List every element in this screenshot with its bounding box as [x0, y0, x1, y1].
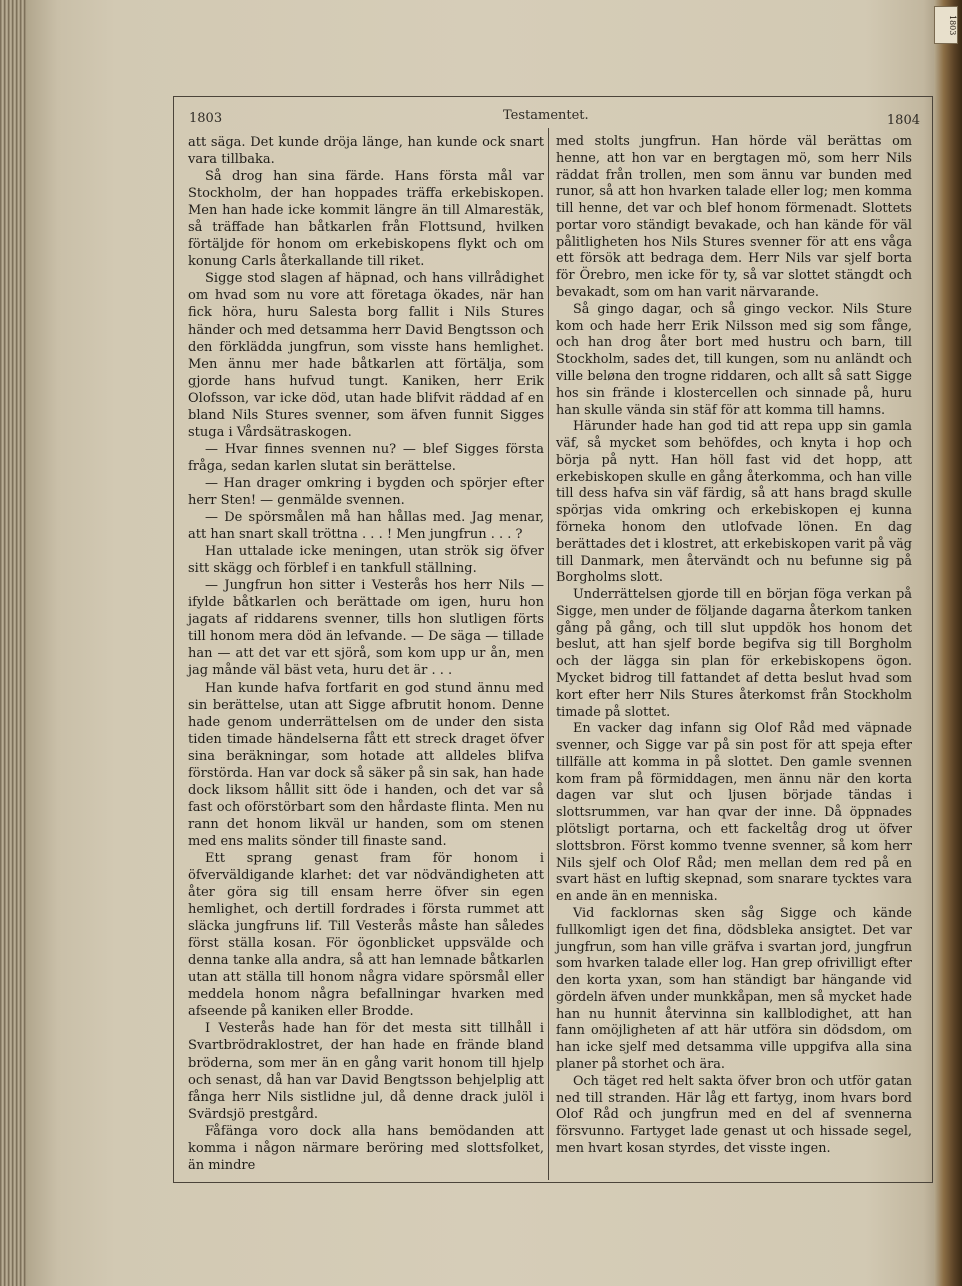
right-page-number: 1804 — [886, 113, 920, 128]
paragraph: Fåfänga voro dock alla hans bemödanden att komma i någon närmare beröring med slottsfolket, än mindre — [188, 1123, 544, 1173]
paragraph: med stolts jungfrun. Han hörde väl berättas om henne, att hon var en bergtagen mö, som herr Nils räddat från trollen, men som ännu var bunden med runor, så att hon hvarken talade eller log; men komma till henne, det var och blef honom förmenadt. Slottets portar voro ständigt bevakade, och han kände för väl pålitligheten hos Nils Stures svenner för att ens våga ett försök att bedraga dem. Herr Nils var sjelf borta för Örebro, men icke för ty, så var slottet stängdt och bevakadt, som om han varit närvarande. — [556, 134, 912, 301]
column-divider — [548, 128, 549, 1180]
book-spine — [934, 0, 962, 1286]
page-edges — [0, 0, 26, 1286]
paragraph: Härunder hade han god tid att repa upp sin gamla väf, så mycket som behöfdes, och knyta i hop och börja på nytt. Han höll fast vid det hopp, att erkebiskopen skulle en gång återkomma, och han ville till dess hafva sin väf färdig, så att hans bragd skulle spörjas vida omkring och erkebiskopen ej kunna förneka honom den utlofvade lönen. En dag berättades det i klostret, att erkebiskopen varit på väg till Danmark, men återvändt och nu befunne sig på Borgholms slott. — [556, 419, 912, 586]
paragraph: — Jungfrun hon sitter i Vesterås hos herr Nils — ifylde båtkarlen och berättade om igen, huru hon jagats af riddarens svenner, tills hon slutligen förts till honom mera död än lefvande. — De säga — tillade han — att det var ett sjörå, som kom upp ur ån, men jag månde väl bäst veta, huru det är . . . — [188, 578, 544, 679]
running-header — [185, 108, 922, 130]
paragraph: Så drog han sina färde. Hans första mål var Stockholm, der han hoppades träffa erkebiskopen. Men han hade icke kommit längre än till Almarestäk, så träffade han båtkarlen från Flottsund, hvilken förtäljde för honom om erkebiskopens flykt och om konung Carls återkallande till riket. — [188, 169, 544, 270]
left-page-number: 1803 — [189, 111, 223, 126]
paragraph: Han kunde hafva fortfarit en god stund ännu med sin berättelse, utan att Sigge afbrutit honom. Denne hade genom underrättelsen om de under den sista tiden timade händelserna fått ett streck draget öfver sina beräkningar, som hotade att alldeles blifva förstörda. Han var dock så säker på sin sak, han hade dock liksom hållit sitt öde i handen, och det var så fast och oförstörbart som den hårdaste flinta. Men nu rann det honom likväl ur handen, som om stenen med ens malits sönder till finaste sand. — [188, 680, 544, 849]
paragraph: Underrättelsen gjorde till en början föga verkan på Sigge, men under de följande dagarna återkom tanken gång på gång, och till slut uppdök hos honom det beslut, att han sjelf borde begifva sig till Borgholm och der lägga sin plan för erkebiskopens ögon. Mycket bidrog till fattandet af detta beslut hvad som kort efter herr Nils Stures återkomst från Stockholm timade på slottet. — [556, 587, 912, 720]
paragraph: Ett sprang genast fram för honom i öfverväldigande klarhet: det var nödvändigheten att åter göra sig till ensam herre öfver sin egen hemlighet, och dertill fordrades i första rummet att släcka jungfruns lif. Till Vesterås måste han således först ställa kosan. För ögonblicket uppsvälde och denna tanke alla andra, så att han lemnade båtkarlen utan att ställa till honom några vidare spörsmål eller meddela honom några befallningar hvarken med afseende på kaniken eller Brodde. — [188, 850, 544, 1020]
right-text-column — [556, 134, 912, 1158]
paragraph: — Hvar finnes svennen nu? — blef Sigges första fråga, sedan karlen slutat sin berättelse. — [188, 441, 544, 474]
paragraph: Och täget red helt sakta öfver bron och utför gatan ned till stranden. Här låg ett fartyg, inom hvars bord Olof Råd och jungfrun med en del af svennerna försvunno. Fartyget lade genast ut och hissade segel, men hvart kosan styrdes, det visste ingen. — [556, 1073, 912, 1156]
running-title: Testamentet. — [503, 108, 589, 123]
spine-label: 1803 — [934, 6, 958, 44]
paragraph: Vid facklornas sken såg Sigge och kände fullkomligt igen det fina, dödsbleka ansigtet. Det var jungfrun, som han ville gräfva i svartan jord, jungfrun som hvarken talade eller log. Han grep ofrivilligt efter den korta yxan, som han ständigt bar hängande vid gördeln äfven under munkkåpan, men så mycket hade han nu hunnit återvinna sin kallblodighet, att han fann omöjligheten af att här utföra sin dödsdom, om han icke sjelf med detsamma ville uppgifva alla sina planer på storhet och ära. — [556, 905, 912, 1072]
paragraph: Så gingo dagar, och så gingo veckor. Nils Sture kom och hade herr Erik Nilsson med sig som fånge, och han drog åter bort med hustru och barn, till Stockholm, sades det, till kungen, som nu anländt och ville beløna den trogne riddaren, och allt så satt Sigge hos sin frände i klostercellen och sinnade på, huru han skulle vända sin stäf för att komma till hamns. — [556, 301, 912, 418]
paragraph: I Vesterås hade han för det mesta sitt tillhåll i Svartbrödraklostret, der han hade en frände bland bröderna, som mer än en gång varit honom till hjelp och senast, då han var David Bengtsson behjelplig att fånga herr Nils sistlidne jul, då denne drack julöl i Svärdsjö prestgård. — [188, 1021, 544, 1122]
paragraph: — Han drager omkring i bygden och spörjer efter herr Sten! — genmälde svennen. — [188, 475, 544, 508]
paragraph: En vacker dag infann sig Olof Råd med väpnade svenner, och Sigge var på sin post för att speja efter tillfälle att komma in på slottet. Den gamle svennen kom fram på förmiddagen, men ännu när den korta dagen var slut och ljusen började tändas i slottsrummen, var han qvar der inne. Då öppnades plötsligt portarna, och ett fackeltåg drog ut öfver slottsbron. Först kommo tvenne svenner, så kom herr Nils sjelf och Olof Råd; men mellan dem red på en svart häst en luftig skepnad, som snarare tycktes vara en ande än en menniska. — [556, 721, 912, 905]
paragraph: — De spörsmålen må han hållas med. Jag menar, att han snart skall tröttna . . . ! Men jungfrun . . . ? — [188, 510, 544, 543]
paragraph: Sigge stod slagen af häpnad, och hans villrådighet om hvad som nu vore att företaga ökades, när han fick höra, huru Salesta borg fallit i Nils Stures händer och med detsamma herr David Bengtsson och den förklädda jungfrun, som visste hans hemlighet. Men ännu mer hade båtkarlen att förtälja, som gjorde hans hufvud tungt. Kaniken, herr Erik Olofsson, var icke död, utan hade blifvit räddad af en bland Nils Stures svenner, som äfven funnit Sigges stuga i Vårdsätraskogen. — [188, 271, 544, 440]
paragraph: att säga. Det kunde dröja länge, han kunde ock snart vara tillbaka. — [188, 135, 544, 168]
left-text-column — [188, 134, 544, 1174]
paragraph: Han uttalade icke meningen, utan strök sig öfver sitt skägg och förblef i en tankfull ställning. — [188, 544, 544, 577]
